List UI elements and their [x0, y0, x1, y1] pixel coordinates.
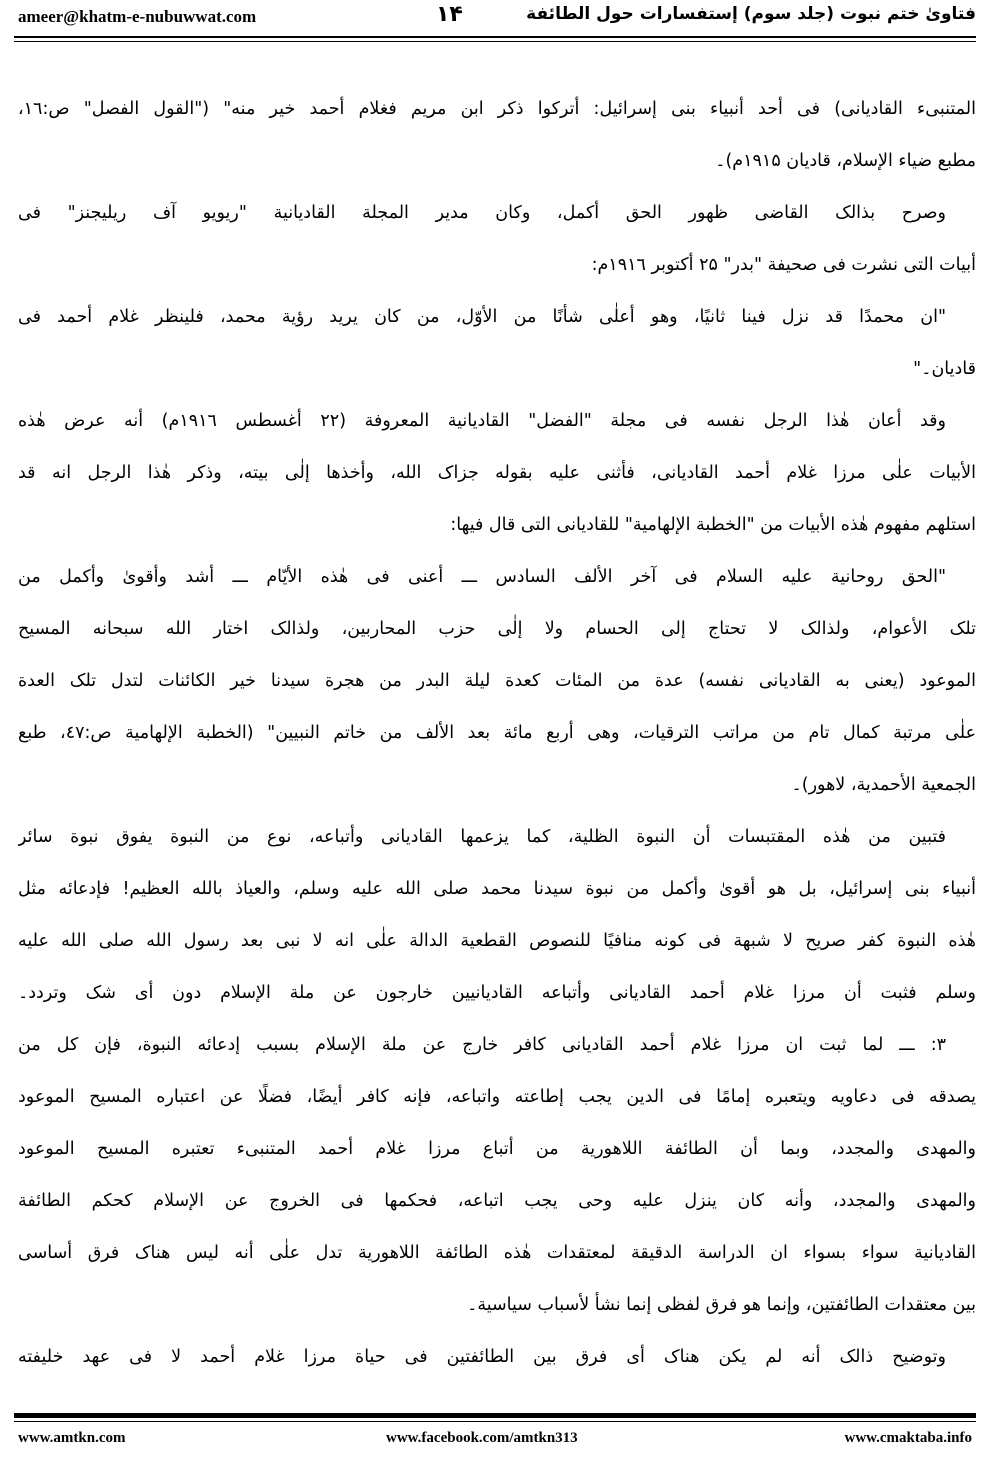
header-email: ameer@khatm-e-nubuwwat.com: [18, 7, 257, 26]
text-line: والمهدی والمجدد، وأنه کان ینزل علیه وحی یجب اتباعه، فحکمها فی الخروج عن الإسلام کحکم الطائفة: [18, 1191, 976, 1211]
text-line: وسلم فثبت أن مرزا غلام أحمد القادیانی وأتباعه القادیانیین خارجون عن ملة الإسلام دون أی شک وتردد۔: [18, 983, 976, 1003]
text-line: وصرح بذالک القاضی ظهور الحق أکمل، وکان مدیر المجلة القادیانیة "ریویو آف ریلیجنز" فی: [18, 203, 946, 223]
text-line: القادیانیة سواء بسواء ان الدراسة الدقیقة لمعتقدات هٰذه الطائفة اللاهوریة تدل علٰی أنه لیس هناک فرق أساسی: [18, 1243, 976, 1263]
text-line: هٰذه النبوة کفر صریح لا شبهة فی کونه منافیًا للنصوص القطعیة الدالة علٰی انه لا نبی بعد رسول الله صلی الله علیه: [18, 931, 976, 951]
text-line: أبیات التی نشرت فی صحیفة "بدر" ۲۵ أکتوبر ۱۹۱٦م:: [591, 255, 976, 275]
text-line: یصدقه فی دعاویه ویتعبره إمامًا فی الدین یجب إطاعته واتباعه، فإنه کافر أیضًا، فضلًا عن اعتباره المسیح الموعود: [18, 1087, 976, 1107]
text-line: ۳: ـــ لما ثبت ان مرزا غلام أحمد القادیانی کافر خارج عن ملة الإسلام بسبب إدعائه النبوة، فإن کل من: [18, 1035, 946, 1055]
text-line: "ان محمدًا قد نزل فینا ثانیًا، وهو أعلٰی شأنًا من الأوّل، من کان یرید رؤیة محمد، فلینظر غلام أحمد فی: [18, 307, 946, 327]
header-rule: [14, 36, 976, 38]
text-line: علٰی مرتبة کمال تام من مراتب الترقیات، وهی أربع مائة بعد الألف من خاتم النبیین" (الخطبة الإلهامیة ص:٤٧، طبع: [18, 723, 976, 743]
text-line: وقد أعان هٰذا الرجل نفسه فی مجلة "الفضل" القادیانیة المعروفة (۲۲ أغسطس ۱۹۱٦م) أنه عرض هٰذه: [18, 411, 946, 431]
page-number: ۱۴: [436, 2, 463, 27]
text-line: "الحق روحانیة علیه السلام فی آخر الألف السادس ـــ أعنی فی هٰذه الأیّام ـــ أشد وأقویٰ وأکمل من: [18, 567, 946, 587]
text-line: مطبع ضیاء الإسلام، قادیان ۱۹۱۵م)۔: [715, 151, 976, 171]
text-line: المتنبیء القادیانی) فی أحد أنبیاء بنی إسرائیل: أترکوا ذکر ابن مریم فغلام أحمد خیر منه" ("القول الفصل" ص:۱٦،: [18, 99, 976, 119]
header-title: فتاویٰ ختم نبوت (جلد سوم) إستفسارات حول الطائفة: [526, 4, 976, 24]
footer-link-website[interactable]: www.amtkn.com: [18, 1430, 126, 1446]
header-rule-thin: [14, 41, 976, 42]
page-header: [0, 0, 990, 36]
text-line: الجمعیة الأحمدیة، لاهور)۔: [791, 775, 976, 795]
text-line: أنبیاء بنی إسرائیل، بل هو أقویٰ وأکمل من نبوة سیدنا محمد صلی الله علیه وسلم، والعیاذ بالله العظیم! فإدعائه مثل: [18, 879, 976, 899]
footer-rule-thin: [14, 1421, 976, 1422]
text-line: الأبیات علٰی مرزا غلام أحمد القادیانی، فأثنی علیه بقوله جزاک الله، وأخذها إلٰی بیته، وذکر هٰذا الرجل انه قد: [18, 463, 976, 483]
text-line: قادیان۔": [913, 359, 976, 379]
text-line: والمهدی والمجدد، وبما أن الطائفة اللاهوریة من أتباع مرزا غلام أحمد المتنبیء تعتبره المسیح الموعود: [18, 1139, 976, 1159]
text-line: فتبین من هٰذه المقتبسات أن النبوة الظلیة، کما یزعمها القادیانی وأتباعه، نوع من النبوة یفوق نبوة سائر: [18, 827, 946, 847]
page-body: [18, 92, 976, 1392]
text-line: وتوضیح ذالک أنه لم یکن هناک أی فرق بین الطائفتین فی حیاة مرزا غلام أحمد لا فی عهد خلیفته: [18, 1347, 946, 1367]
footer-rule: [14, 1413, 976, 1418]
footer-link-cmaktaba[interactable]: www.cmaktaba.info: [844, 1430, 972, 1446]
footer-link-facebook[interactable]: www.facebook.com/amtkn313: [386, 1430, 578, 1446]
text-line: الموعود (یعنی به القادیانی نفسه) عدة من المئات کعدة لیلة البدر من هجرة سیدنا خیر الکائنات لتدل تلک العدة: [18, 671, 976, 691]
text-line: بین معتقدات الطائفتین، وإنما هو فرق لفظی إنما نشأ لأسباب سیاسیة۔: [467, 1295, 976, 1315]
text-line: استلهم مفهوم هٰذه الأبیات من "الخطبة الإلهامیة" للقادیانی التی قال فیها:: [450, 515, 976, 535]
text-line: تلک الأعوام، ولذالک لا تحتاج إلی الحسام ولا إلٰی حزب المحاربین، ولذالک اختار الله سبحانه المسیح: [18, 619, 976, 639]
